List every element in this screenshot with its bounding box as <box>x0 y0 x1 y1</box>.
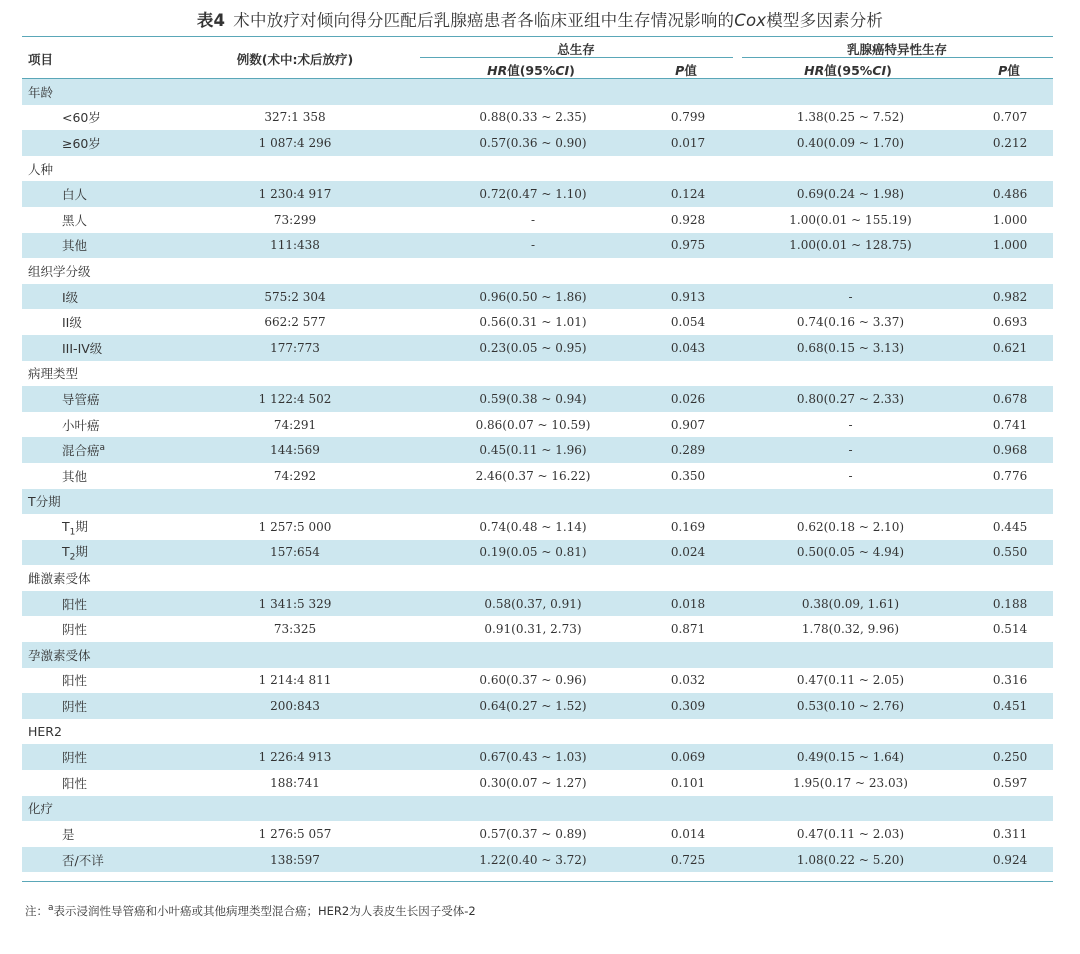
table-row <box>22 693 1053 719</box>
bcss-hr-cell: 0.80(0.27 ~ 2.33) <box>734 386 967 412</box>
cases-cell: 1 226:4 913 <box>166 744 424 770</box>
os-p-cell: 0.799 <box>670 110 706 125</box>
header-bcss-hr: HR值(95%CI) <box>804 63 892 78</box>
subgroup-label: I级 <box>22 284 166 310</box>
bcss-hr-cell: 1.78(0.32, 9.96) <box>801 622 900 637</box>
os-p-cell: 0.026 <box>642 386 734 412</box>
bcss-p-cell: 0.982 <box>967 284 1053 310</box>
group-label: HER2 <box>28 724 62 740</box>
os-hr-cell: 0.72(0.47 ~ 1.10) <box>424 181 642 207</box>
table-row <box>22 616 1053 642</box>
cases-cell: 1 276:5 057 <box>258 827 332 842</box>
cases-cell: 1 341:5 329 <box>166 591 424 617</box>
subgroup-label: <60岁 <box>62 110 101 126</box>
table-row <box>22 386 1053 412</box>
os-hr-cell: 0.57(0.36 ~ 0.90) <box>424 130 642 156</box>
cases-cell: 1 214:4 811 <box>258 673 332 688</box>
header-item: 项目 <box>28 52 54 67</box>
table-number: 表4 <box>196 11 226 30</box>
subgroup-label: 阴性 <box>62 622 88 638</box>
bottom-rule <box>22 881 1053 882</box>
os-hr-cell: 0.30(0.07 ~ 1.27) <box>479 775 587 790</box>
os-hr-cell: 0.57(0.37 ~ 0.89) <box>479 827 587 842</box>
bcss-hr-cell: 0.68(0.15 ~ 3.13) <box>734 335 967 361</box>
results-table <box>22 79 1053 872</box>
bcss-hr-cell: - <box>848 417 853 432</box>
table-row <box>22 130 1053 156</box>
bcss-hr-cell: 1.38(0.25 ~ 7.52) <box>796 110 905 125</box>
table-row <box>22 335 1053 361</box>
bcss-hr-cell: 1.00(0.01 ~ 128.75) <box>734 233 967 259</box>
os-p-cell: 0.725 <box>642 847 734 873</box>
table-row <box>22 821 1053 847</box>
subgroup-label: II级 <box>62 315 82 331</box>
table-row <box>22 463 1053 489</box>
bcss-p-cell: 0.693 <box>992 315 1028 330</box>
bcss-hr-cell: 0.49(0.15 ~ 1.64) <box>734 744 967 770</box>
table-row <box>22 744 1053 770</box>
results-table-body <box>22 79 1053 872</box>
os-hr-cell: 0.91(0.31, 2.73) <box>484 622 582 637</box>
bcss-p-cell: 0.550 <box>967 540 1053 566</box>
os-p-cell: 0.069 <box>642 744 734 770</box>
subgroup-label: 否/不详 <box>22 847 166 873</box>
os-hr-cell: 0.59(0.38 ~ 0.94) <box>424 386 642 412</box>
caption-text-b: 模型多因素分析 <box>766 11 884 30</box>
header-os-p: P值 <box>675 63 697 78</box>
table-row <box>22 540 1053 566</box>
group-label: 人种 <box>28 161 54 177</box>
os-hr-cell: 0.58(0.37, 0.91) <box>424 591 642 617</box>
os-hr-cell: - <box>424 233 642 259</box>
cases-cell: 1 122:4 502 <box>166 386 424 412</box>
bcss-p-cell: 0.621 <box>967 335 1053 361</box>
table-group-row <box>22 156 1053 182</box>
bcss-hr-cell: 0.69(0.24 ~ 1.98) <box>734 181 967 207</box>
table-row <box>22 412 1053 438</box>
bcss-p-cell: 0.514 <box>992 622 1028 637</box>
table-row <box>22 591 1053 617</box>
os-p-cell: 0.124 <box>642 181 734 207</box>
table-row <box>22 770 1053 796</box>
cases-cell: 200:843 <box>166 693 424 719</box>
cases-cell: 74:291 <box>273 417 317 432</box>
top-rule <box>22 36 1053 37</box>
os-hr-cell: 0.23(0.05 ~ 0.95) <box>424 335 642 361</box>
bcss-p-cell: 1.000 <box>992 212 1028 227</box>
os-p-cell: 0.024 <box>642 540 734 566</box>
caption-text-italic: Cox <box>734 11 767 30</box>
group-label: 雌激素受体 <box>28 571 91 587</box>
bcss-p-cell: 0.212 <box>967 130 1053 156</box>
subgroup-label: $T_2$期 <box>22 540 166 566</box>
os-hr-cell: 0.45(0.11 ~ 1.96) <box>424 437 642 463</box>
table-group-row <box>22 79 1053 105</box>
os-hr-cell: 2.46(0.37 ~ 16.22) <box>475 468 591 483</box>
os-hr-cell: 0.88(0.33 ~ 2.35) <box>479 110 587 125</box>
table-row <box>22 668 1053 694</box>
subgroup-label: 导管癌 <box>22 386 166 412</box>
bcss-hr-cell: 0.40(0.09 ~ 1.70) <box>734 130 967 156</box>
subgroup-label: 黑人 <box>62 212 88 228</box>
os-p-cell: 0.975 <box>642 233 734 259</box>
os-hr-cell: 0.56(0.31 ~ 1.01) <box>479 315 587 330</box>
bcss-p-cell: 0.741 <box>992 417 1028 432</box>
subgroup-label: $T_1$期 <box>62 518 88 538</box>
group-label: 孕激素受体 <box>22 642 1053 668</box>
bcss-p-cell: 0.968 <box>967 437 1053 463</box>
os-hr-cell: 0.19(0.05 ~ 0.81) <box>424 540 642 566</box>
cases-cell: 177:773 <box>166 335 424 361</box>
cases-cell: 662:2 577 <box>264 315 326 330</box>
cases-cell: 111:438 <box>166 233 424 259</box>
bcss-hr-cell: 1.00(0.01 ~ 155.19) <box>789 212 912 227</box>
bcss-hr-cell: - <box>734 437 967 463</box>
cases-cell: 575:2 304 <box>166 284 424 310</box>
table-row <box>22 181 1053 207</box>
os-hr-cell: 1.22(0.40 ~ 3.72) <box>424 847 642 873</box>
cases-cell: 1 230:4 917 <box>166 181 424 207</box>
bcss-p-cell: 0.924 <box>967 847 1053 873</box>
table-footnote: 注：$^a$表示浸润性导管癌和小叶癌或其他病理类型混合癌；HER2为人表皮生长因子受体-2 <box>25 903 476 918</box>
cases-cell: 1 257:5 000 <box>258 519 332 534</box>
bcss-hr-cell: 0.50(0.05 ~ 4.94) <box>734 540 967 566</box>
subgroup-label: ≥60岁 <box>22 130 166 156</box>
cases-cell: 73:299 <box>273 212 317 227</box>
group-label: 组织学分级 <box>28 263 91 279</box>
cases-cell: 73:325 <box>273 622 317 637</box>
cases-cell: 188:741 <box>270 775 320 790</box>
header-bcss-p: P值 <box>998 63 1020 78</box>
subgroup-label: 阳性 <box>62 775 88 791</box>
cases-cell: 1 087:4 296 <box>166 130 424 156</box>
bcss-hr-cell: - <box>734 284 967 310</box>
os-p-cell: 0.928 <box>670 212 706 227</box>
table-row <box>22 233 1053 259</box>
os-p-cell: 0.054 <box>670 315 706 330</box>
caption-text-a: 术中放疗对倾向得分匹配后乳腺癌患者各临床亚组中生存情况影响的 <box>233 11 735 30</box>
table-row <box>22 105 1053 131</box>
bcss-p-cell: 0.597 <box>992 775 1028 790</box>
subgroup-label: 阳性 <box>62 673 88 689</box>
os-hr-cell: 0.86(0.07 ~ 10.59) <box>475 417 591 432</box>
subgroup-label: 小叶癌 <box>62 417 100 433</box>
subgroup-label: 阳性 <box>22 591 166 617</box>
bcss-p-cell: 0.776 <box>992 468 1028 483</box>
group-label: 化疗 <box>22 796 1053 822</box>
header-bcss-group: 乳腺癌特异性生存 <box>846 42 948 57</box>
bcss-p-cell: 0.250 <box>967 744 1053 770</box>
os-p-cell: 0.907 <box>670 417 706 432</box>
group-label: 病理类型 <box>28 366 79 382</box>
group-label: 年龄 <box>22 79 1053 105</box>
bcss-p-cell: 0.451 <box>967 693 1053 719</box>
os-p-cell: 0.309 <box>642 693 734 719</box>
cases-cell: 74:292 <box>273 468 317 483</box>
bcss-p-cell: 0.311 <box>992 827 1028 842</box>
header-os-group: 总生存 <box>557 42 595 57</box>
table-group-row <box>22 719 1053 745</box>
header-os-hr: HR值(95%CI) <box>487 63 575 78</box>
bcss-hr-cell: 0.38(0.09, 1.61) <box>734 591 967 617</box>
os-p-cell: 0.871 <box>670 622 706 637</box>
cases-cell: 144:569 <box>166 437 424 463</box>
bcss-hr-cell: 1.95(0.17 ~ 23.03) <box>793 775 908 790</box>
cases-cell: 157:654 <box>166 540 424 566</box>
bcss-p-cell: 0.707 <box>992 110 1028 125</box>
table-group-row <box>22 565 1053 591</box>
table-row <box>22 437 1053 463</box>
table-group-row <box>22 258 1053 284</box>
os-hr-cell: 0.96(0.50 ~ 1.86) <box>424 284 642 310</box>
bcss-p-cell: 1.000 <box>967 233 1053 259</box>
os-hr-cell: 0.67(0.43 ~ 1.03) <box>424 744 642 770</box>
header-cases: 例数(术中:术后放疗) <box>236 52 354 67</box>
table-row <box>22 284 1053 310</box>
table-group-row <box>22 489 1053 515</box>
os-p-cell: 0.032 <box>670 673 706 688</box>
bcss-p-cell: 0.678 <box>967 386 1053 412</box>
os-p-cell: 0.169 <box>670 519 706 534</box>
os-p-cell: 0.101 <box>670 775 706 790</box>
subgroup-label: 阴性 <box>22 744 166 770</box>
subgroup-label: 白人 <box>22 181 166 207</box>
table-row <box>22 514 1053 540</box>
cases-cell: 327:1 358 <box>264 110 326 125</box>
os-p-cell: 0.289 <box>642 437 734 463</box>
subgroup-label: 是 <box>62 827 75 843</box>
subgroup-label: 其他 <box>62 468 88 484</box>
os-hr-cell: 0.60(0.37 ~ 0.96) <box>479 673 587 688</box>
os-hr-cell: 0.64(0.27 ~ 1.52) <box>424 693 642 719</box>
bcss-hr-cell: - <box>848 468 853 483</box>
bcss-hr-cell: 0.62(0.18 ~ 2.10) <box>796 519 905 534</box>
bcss-hr-cell: 0.47(0.11 ~ 2.05) <box>796 673 905 688</box>
bcss-p-cell: 0.316 <box>992 673 1028 688</box>
subgroup-label: 阴性 <box>22 693 166 719</box>
os-hr-cell: - <box>530 212 536 227</box>
table-row <box>22 309 1053 335</box>
subgroup-label: 混合癌$^a$ <box>22 437 166 463</box>
cases-cell: 138:597 <box>166 847 424 873</box>
os-p-cell: 0.043 <box>642 335 734 361</box>
bcss-p-cell: 0.188 <box>967 591 1053 617</box>
table-row <box>22 207 1053 233</box>
bcss-hr-cell: 0.47(0.11 ~ 2.03) <box>796 827 905 842</box>
bcss-hr-cell: 1.08(0.22 ~ 5.20) <box>734 847 967 873</box>
subgroup-label: III-IV级 <box>22 335 166 361</box>
os-p-cell: 0.913 <box>642 284 734 310</box>
bcss-p-cell: 0.486 <box>967 181 1053 207</box>
os-p-cell: 0.017 <box>642 130 734 156</box>
table-group-row <box>22 642 1053 668</box>
table-caption <box>0 7 1080 31</box>
subgroup-label: 其他 <box>22 233 166 259</box>
bcss-hr-cell: 0.74(0.16 ~ 3.37) <box>796 315 905 330</box>
os-p-cell: 0.014 <box>670 827 706 842</box>
table-group-row <box>22 796 1053 822</box>
os-p-cell: 0.350 <box>670 468 706 483</box>
os-hr-cell: 0.74(0.48 ~ 1.14) <box>479 519 587 534</box>
bcss-p-cell: 0.445 <box>992 519 1028 534</box>
table-group-row <box>22 361 1053 387</box>
table-row <box>22 847 1053 873</box>
os-p-cell: 0.018 <box>642 591 734 617</box>
bcss-hr-cell: 0.53(0.10 ~ 2.76) <box>734 693 967 719</box>
group-label: T分期 <box>22 489 1053 515</box>
